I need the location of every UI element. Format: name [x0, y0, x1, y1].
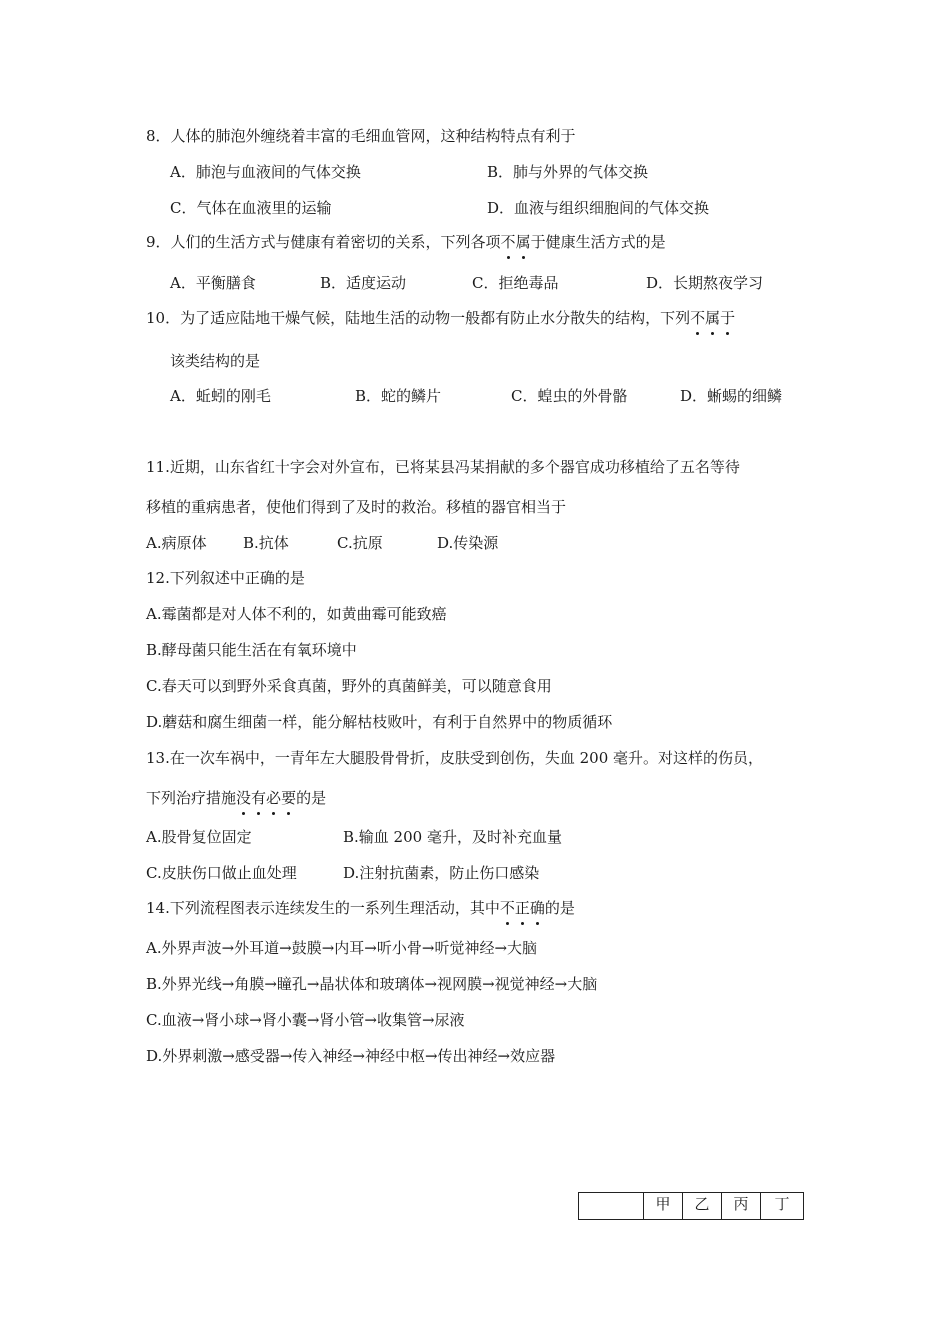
q13-emphasis-char: 要 — [281, 789, 297, 807]
q10-stem-pre: 10．为了适应陆地干燥气候，陆地生活的动物一般都有防止水分散失的结构，下列 — [146, 309, 691, 327]
q11-stem-line2: 移植的重病患者，使他们得到了及时的救治。移植的器官相当于 — [146, 498, 567, 516]
q10-option-b: B．蛇的鳞片 — [355, 387, 442, 405]
q13-stem-line2 — [146, 788, 326, 808]
q13-emphasis-char: 没 — [236, 789, 252, 807]
q9-stem-pre: 9．人们的生活方式与健康有着密切的关系，下列各项 — [146, 233, 501, 251]
q14-emphasis-char: 确 — [529, 899, 545, 917]
q13-stem-pre: 下列治疗措施 — [146, 789, 237, 807]
q11-option-b: B.抗体 — [243, 534, 289, 552]
q13-option-d: D.注射抗菌素，防止伤口感染 — [343, 864, 540, 882]
q11-stem-line1: 11.近期，山东省红十字会对外宣布，已将某县冯某捐献的多个器官成功移植给了五名等待 — [146, 458, 740, 476]
q12-stem: 12.下列叙述中正确的是 — [146, 569, 305, 587]
q8-option-b: B．肺与外界的气体交换 — [487, 163, 649, 181]
q9-emphasis-char: 属 — [515, 233, 531, 251]
q13-emphasis-char: 有 — [251, 789, 267, 807]
q10-option-c: C．蝗虫的外骨骼 — [511, 387, 628, 405]
q10-emphasis-char: 不 — [690, 309, 706, 327]
q10-option-d: D．蜥蜴的细鳞 — [680, 387, 783, 405]
grid-cell-blank — [579, 1193, 644, 1220]
q9-emphasis-char: 不 — [500, 233, 516, 251]
grid-cell-jia: 甲 — [644, 1193, 683, 1220]
grid-cell-ding: 丁 — [761, 1193, 804, 1220]
q14-stem-pre: 14.下列流程图表示连续发生的一系列生理活动，其中 — [146, 899, 500, 917]
q14-option-a: A.外界声波→外耳道→鼓膜→内耳→听小骨→听觉神经→大脑 — [146, 939, 538, 957]
grid-cell-bing: 丙 — [722, 1193, 761, 1220]
q9-stem — [146, 232, 666, 252]
q14-option-c: C.血液→肾小球→肾小囊→肾小管→收集管→尿液 — [146, 1011, 465, 1029]
q12-option-b: B.酵母菌只能生活在有氧环境中 — [146, 641, 357, 659]
q13-emphasis-char: 必 — [266, 789, 282, 807]
q14-stem — [146, 898, 575, 918]
q10-option-a: A．蚯蚓的刚毛 — [170, 387, 271, 405]
q11-option-c: C.抗原 — [337, 534, 383, 552]
q14-option-d: D.外界刺激→感受器→传入神经→神经中枢→传出神经→效应器 — [146, 1047, 556, 1065]
q9-option-b: B．适度运动 — [320, 274, 407, 292]
q12-option-c: C.春天可以到野外采食真菌，野外的真菌鲜美，可以随意食用 — [146, 677, 552, 695]
q12-option-a: A.霉菌都是对人体不利的，如黄曲霉可能致癌 — [146, 605, 447, 623]
q14-stem-post: 的是 — [544, 899, 575, 917]
q13-option-c: C.皮肤伤口做止血处理 — [146, 864, 297, 882]
q9-stem-post: 于健康生活方式的是 — [530, 233, 666, 251]
q12-option-d: D.蘑菇和腐生细菌一样，能分解枯枝败叶，有利于自然界中的物质循环 — [146, 713, 613, 731]
q8-option-a: A．肺泡与血液间的气体交换 — [170, 163, 361, 181]
q13-stem-line1: 13.在一次车祸中，一青年左大腿股骨骨折，皮肤受到创伤，失血 200 毫升。对这样的伤员， — [146, 749, 764, 767]
q14-emphasis-char: 不 — [499, 899, 515, 917]
table-row — [579, 1193, 804, 1220]
q14-option-b: B.外界光线→角膜→瞳孔→晶状体和玻璃体→视网膜→视觉神经→大脑 — [146, 975, 598, 993]
q13-option-b: B.输血 200 毫升，及时补充血量 — [343, 828, 562, 846]
q10-stem-line2: 该类结构的是 — [170, 352, 261, 370]
q9-option-c: C．拒绝毒品 — [472, 274, 559, 292]
q13-option-a: A.股骨复位固定 — [146, 828, 252, 846]
q10-stem-line1 — [146, 308, 735, 328]
q9-option-a: A．平衡膳食 — [170, 274, 256, 292]
q10-emphasis-char: 属 — [705, 309, 721, 327]
q9-option-d: D．长期熬夜学习 — [646, 274, 764, 292]
grid-cell-yi: 乙 — [683, 1193, 722, 1220]
q13-stem-post: 的是 — [296, 789, 327, 807]
q10-emphasis-char: 于 — [720, 309, 736, 327]
label-grid-table — [578, 1192, 804, 1220]
q8-stem: 8．人体的肺泡外缠绕着丰富的毛细血管网，这种结构特点有利于 — [146, 127, 576, 145]
q8-option-c: C．气体在血液里的运输 — [170, 199, 332, 217]
q11-option-d: D.传染源 — [437, 534, 499, 552]
q8-option-d: D．血液与组织细胞间的气体交换 — [487, 199, 710, 217]
q14-emphasis-char: 正 — [514, 899, 530, 917]
q11-option-a: A.病原体 — [146, 534, 207, 552]
